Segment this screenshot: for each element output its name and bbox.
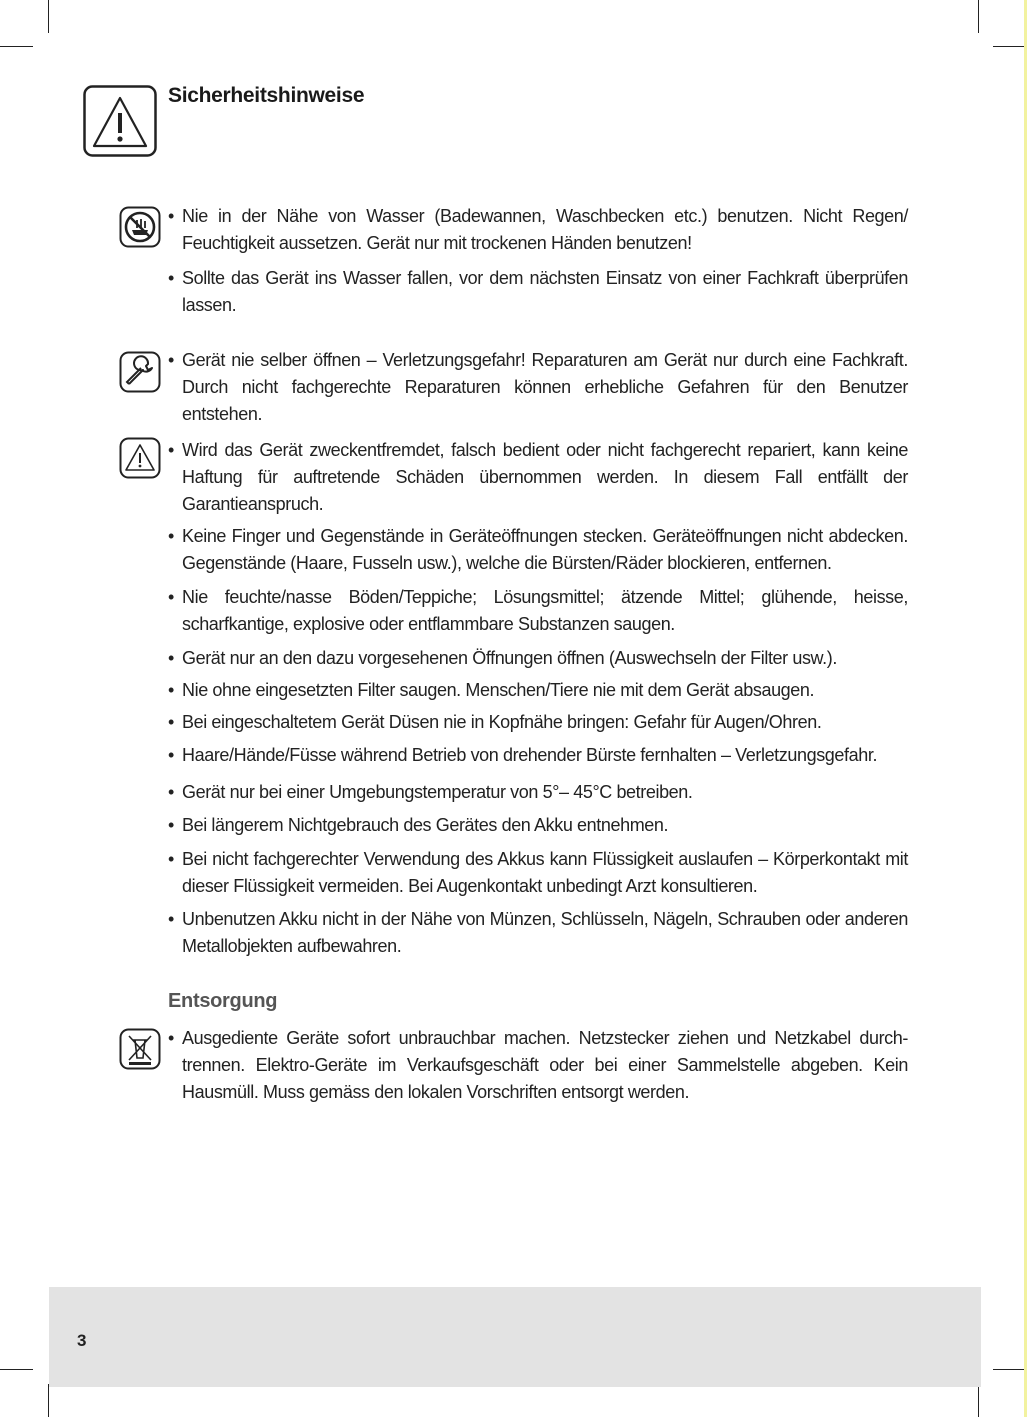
list-item: • Nie feuchte/nasse Böden/Teppiche; Lösungsmittel; ätzende Mittel; glühende, heisse, scharfkantige, explosive oder entflammbare Substanzen saugen. (168, 584, 908, 638)
crop-mark (48, 0, 49, 33)
footer-bar (49, 1287, 981, 1387)
crop-mark (0, 46, 33, 47)
crossed-bin-icon (119, 1028, 161, 1070)
list-item: • Bei längerem Nichtgebrauch des Gerätes den Akku entnehmen. (168, 812, 908, 839)
list-item: • Ausgediente Geräte sofort unbrauchbar machen. Netzstecker ziehen und Netzkabel durch-trennen. Elektro-Geräte im Verkaufsgeschäft oder bei einer Sammelstelle abgeben. Kein Hausmüll. Muss gemäss den lokalen Vorschriften entsorgt werden. (168, 1025, 908, 1106)
list-item: • Sollte das Gerät ins Wasser fallen, vor dem nächsten Einsatz von einer Fachkraft überprüfen lassen. (168, 265, 908, 319)
crop-mark (978, 1384, 979, 1417)
list-item: • Nie ohne eingesetzten Filter saugen. Menschen/Tiere nie mit dem Gerät absaugen. (168, 677, 908, 704)
list-item: • Nie in der Nähe von Wasser (Badewannen, Waschbecken etc.) benutzen. Nicht Regen/ Feuchtigkeit aussetzen. Gerät nur mit trockenen Händen benutzen! (168, 203, 908, 257)
warning-triangle-icon (83, 85, 157, 157)
crop-mark (978, 0, 979, 33)
page-number: 3 (77, 1331, 87, 1350)
crop-mark (48, 1384, 49, 1417)
wrench-icon (119, 351, 161, 393)
warning-triangle-icon (119, 437, 161, 479)
list-item: • Bei eingeschaltetem Gerät Düsen nie in Kopfnähe bringen: Gefahr für Augen/Ohren. (168, 709, 908, 736)
list-item: • Wird das Gerät zweckentfremdet, falsch bedient oder nicht fachgerecht repariert, kann keine Haftung für auftretende Schäden übernommen werden. In diesem Fall entfällt der Garantieanspruch. (168, 437, 908, 518)
page-title: Sicherheitshinweise (168, 84, 365, 107)
crop-mark (993, 46, 1027, 47)
list-item: • Unbenutzen Akku nicht in der Nähe von Münzen, Schlüsseln, Nägeln, Schrauben oder anderen Metallobjekten aufbewahren. (168, 906, 908, 960)
list-item: • Keine Finger und Gegenstände in Geräteöffnungen stecken. Geräteöffnungen nicht abdecken. Gegenstände (Haare, Fusseln usw.), welche die Bürsten/Räder blockieren, entfernen. (168, 523, 908, 577)
list-item: • Bei nicht fachgerechter Verwendung des Akkus kann Flüssigkeit auslaufen – Körperkontakt mit dieser Flüssigkeit vermeiden. Bei Augenkontakt unbedingt Arzt konsultieren. (168, 846, 908, 900)
list-item: • Gerät nur bei einer Umgebungstemperatur von 5°– 45°C betreiben. (168, 779, 908, 806)
crop-mark (993, 1369, 1027, 1370)
list-item: • Gerät nur an den dazu vorgesehenen Öffnungen öffnen (Auswechseln der Filter usw.). (168, 645, 908, 672)
crop-mark (0, 1369, 33, 1370)
list-item: • Haare/Hände/Füsse während Betrieb von drehender Bürste fernhalten – Verletzungsgefahr. (168, 742, 908, 769)
list-item: • Gerät nie selber öffnen – Verletzungsgefahr! Reparaturen am Gerät nur durch eine Fachkraft. Durch nicht fachgerechte Reparaturen können erhebliche Gefahren für den Benutzer entstehen. (168, 347, 908, 428)
section-title: Entsorgung (168, 990, 278, 1012)
no-water-icon (119, 206, 161, 248)
